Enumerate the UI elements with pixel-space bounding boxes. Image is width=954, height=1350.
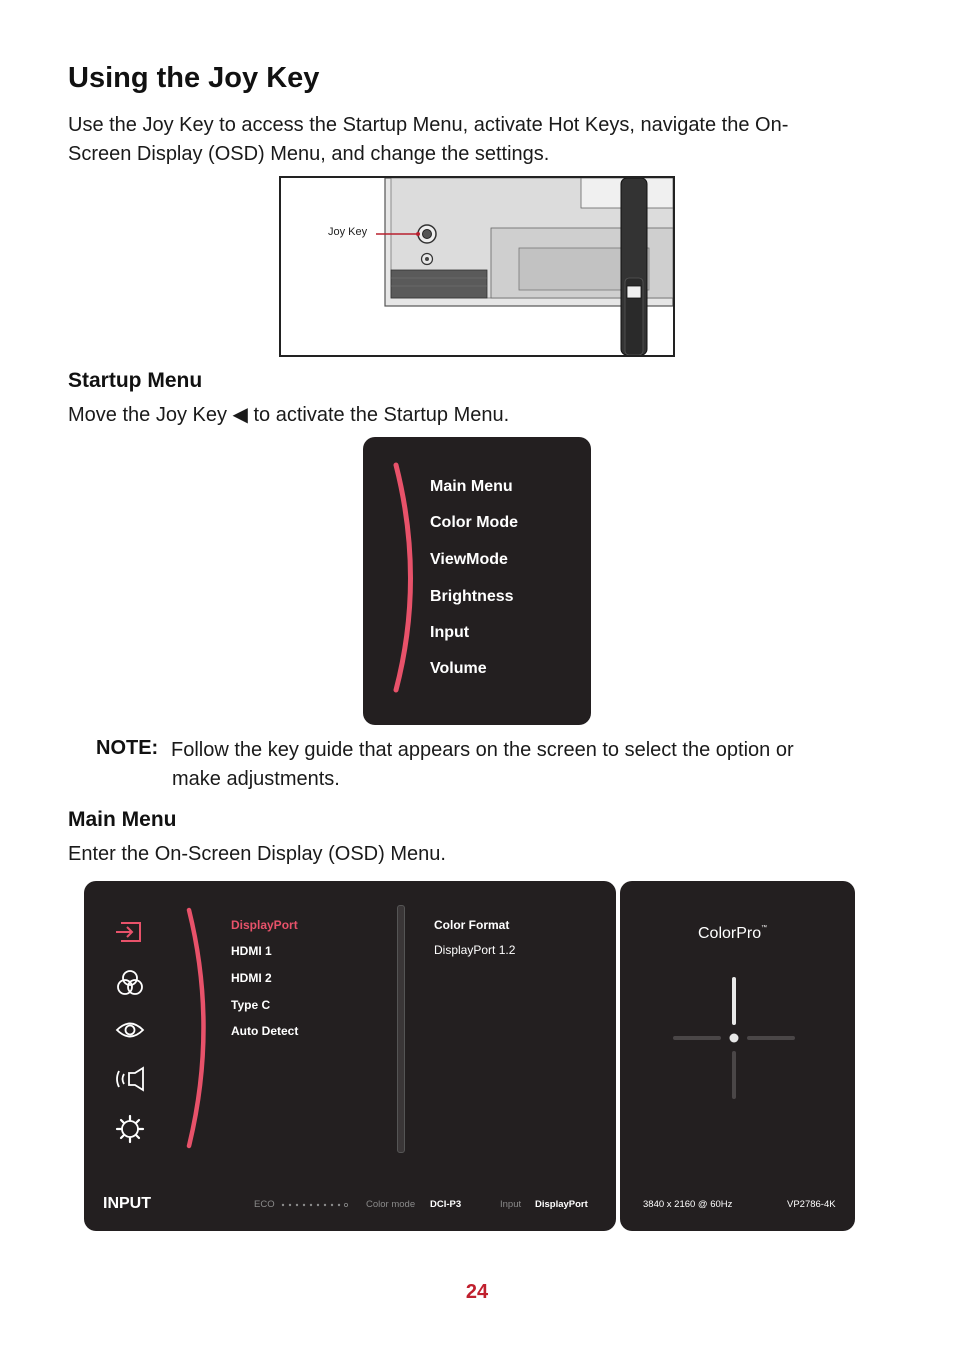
gear-icon[interactable] (115, 1114, 145, 1144)
osd-input-typec[interactable]: Type C (231, 998, 271, 1012)
note-line-2: make adjustments. (172, 768, 340, 790)
startup-menu-panel (363, 437, 591, 725)
page-heading: Using the Joy Key (68, 62, 320, 94)
osd-color-mode-label: Color mode (366, 1199, 416, 1210)
note-label: NOTE: (96, 737, 159, 759)
osd-detail-label: Color Format (434, 918, 510, 932)
startup-item-color-mode[interactable]: Color Mode (430, 514, 518, 531)
osd-footer-title: INPUT (103, 1195, 151, 1212)
startup-arc (363, 437, 423, 725)
osd-eco-label: ECO (254, 1199, 275, 1210)
osd-resolution: 3840 x 2160 @ 60Hz (643, 1199, 733, 1210)
osd-input-auto-detect[interactable]: Auto Detect (231, 1024, 299, 1038)
startup-item-main-menu[interactable]: Main Menu (430, 478, 513, 495)
startup-menu-heading: Startup Menu (68, 369, 203, 392)
page-number: 24 (465, 1281, 489, 1303)
startup-item-viewmode[interactable]: ViewMode (430, 551, 508, 568)
intro-line-1: Use the Joy Key to access the Startup Menu, activate Hot Keys, navigate the On- (68, 114, 789, 136)
osd-input-displayport[interactable]: DisplayPort (231, 918, 298, 932)
main-menu-instruction: Enter the On-Screen Display (OSD) Menu. (68, 843, 446, 865)
colorpro-logo (698, 925, 767, 943)
osd-arc (182, 905, 232, 1155)
eye-icon[interactable] (115, 1019, 145, 1041)
joy-key-figure (279, 176, 675, 357)
color-icon[interactable] (115, 969, 145, 997)
startup-instruction: Move the Joy Key ◀ to activate the Startup Menu. (68, 404, 510, 426)
input-icon[interactable] (115, 920, 145, 944)
main-menu-heading: Main Menu (68, 808, 177, 831)
brand-tm: ™ (761, 925, 768, 931)
osd-input-value: DisplayPort (535, 1199, 588, 1210)
osd-side-panel (620, 881, 855, 1231)
intro-line-2: Screen Display (OSD) Menu, and change the settings. (68, 143, 550, 165)
osd-color-mode-value: DCI-P3 (430, 1199, 462, 1210)
startup-item-volume[interactable]: Volume (430, 660, 487, 677)
joystick-guide-icon (670, 973, 800, 1103)
osd-detail-value: DisplayPort 1.2 (434, 943, 516, 957)
brand-name: ColorPro (698, 925, 762, 942)
osd-input-hdmi2[interactable]: HDMI 2 (231, 971, 272, 985)
note-line-1: Follow the key guide that appears on the screen to select the option or (171, 739, 794, 761)
osd-input-hdmi1[interactable]: HDMI 1 (231, 944, 272, 958)
startup-item-brightness[interactable]: Brightness (430, 588, 514, 605)
osd-model: VP2786-4K (787, 1199, 836, 1210)
startup-item-input[interactable]: Input (430, 624, 470, 641)
osd-eco-dots (280, 1202, 350, 1208)
osd-input-label: Input (500, 1199, 522, 1210)
monitor-back-illustration (281, 178, 673, 355)
osd-main-panel (84, 881, 616, 1231)
joy-key-label: Joy Key (328, 226, 368, 238)
osd-scrollbar[interactable] (397, 905, 405, 1153)
audio-icon[interactable] (115, 1065, 147, 1093)
